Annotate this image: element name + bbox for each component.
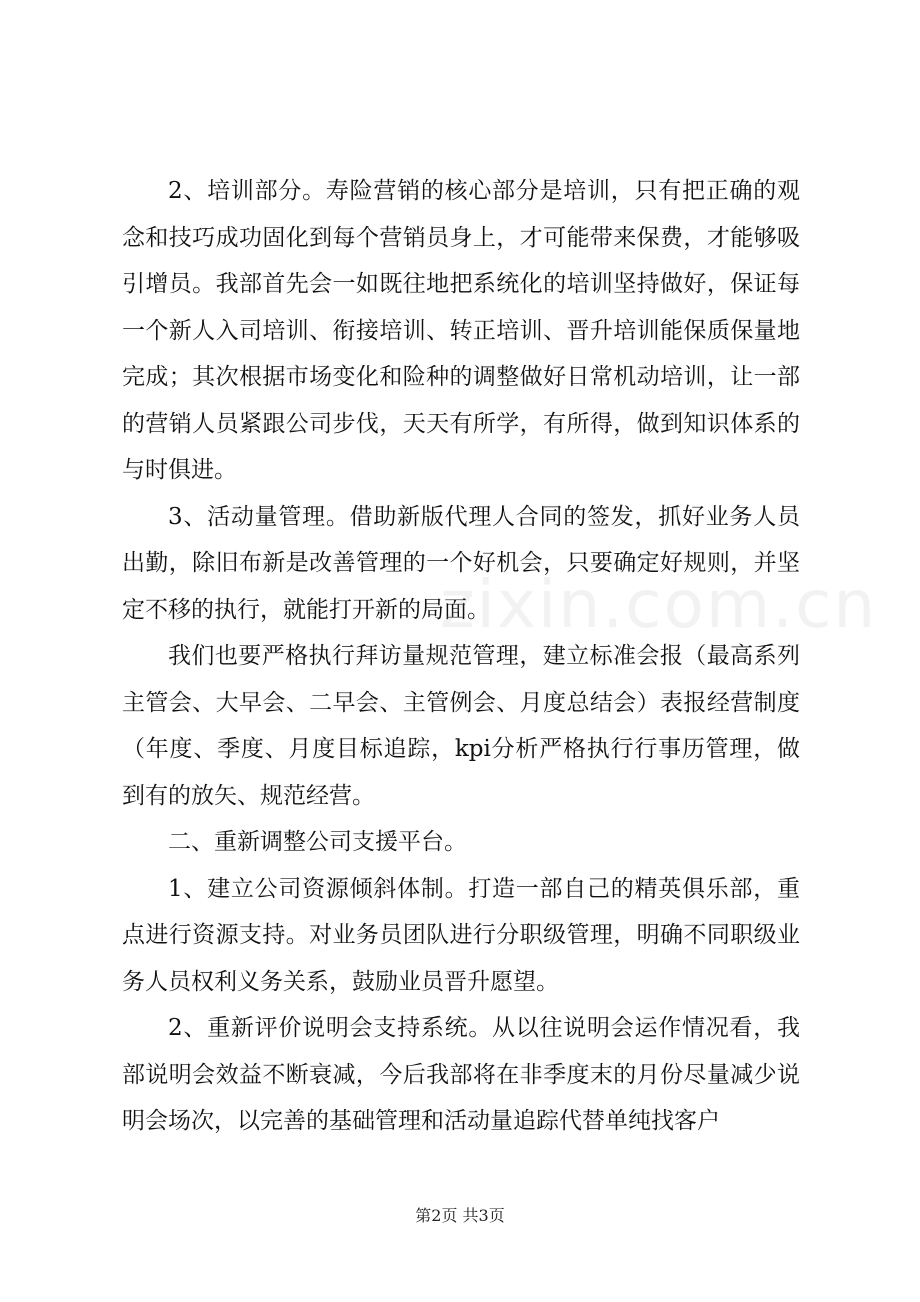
paragraph-visit-management: 我们也要严格执行拜访量规范管理，建立标准会报（最高系列主管会、大早会、二早会、主管例会、月度总结会）表报经营制度（年度、季度、月度目标追踪，kpi分析严格执行行事历管理，做到有的放矢、规范经营。 (122, 643, 800, 809)
paragraph-activity-management: 3、活动量管理。借助新版代理人合同的签发，抓好业务人员出勤，除旧布新是改善管理的一个好机会，只要确定好规则，并坚定不移的执行，就能打开新的局面。 (122, 503, 800, 623)
document-body (122, 168, 800, 1145)
paragraph-training: 2、培训部分。寿险营销的核心部分是培训，只有把正确的观念和技巧成功固化到每个营销员身上，才可能带来保费，才能够吸引增员。我部首先会一如既往地把系统化的培训坚持做好，保证每一个新人入司培训、衔接培训、转正培训、晋升培训能保质保量地完成；其次根据市场变化和险种的调整做好日常机动培训，让一部的营销人员紧跟公司步伐，天天有所学，有所得，做到知识体系的与时俱进。 (122, 178, 800, 483)
section-heading-support-platform: 二、重新调整公司支援平台。 (168, 829, 467, 855)
page-footer: 第2页 共3页 (415, 1206, 505, 1225)
paragraph-briefing-system: 2、重新评价说明会支持系统。从以往说明会运作情况看，我部说明会效益不断衰减，今后我部将在非季度末的月份尽量减少说明会场次，以完善的基础管理和活动量追踪代替单纯找客户 (122, 1015, 800, 1134)
watermark: zixin.com.cn (440, 566, 878, 643)
paragraph-resource-system: 1、建立公司资源倾斜体制。打造一部自己的精英俱乐部，重点进行资源支持。对业务员团队进行分职级管理，明确不同职级业务人员权利义务关系，鼓励业员晋升愿望。 (122, 875, 800, 995)
